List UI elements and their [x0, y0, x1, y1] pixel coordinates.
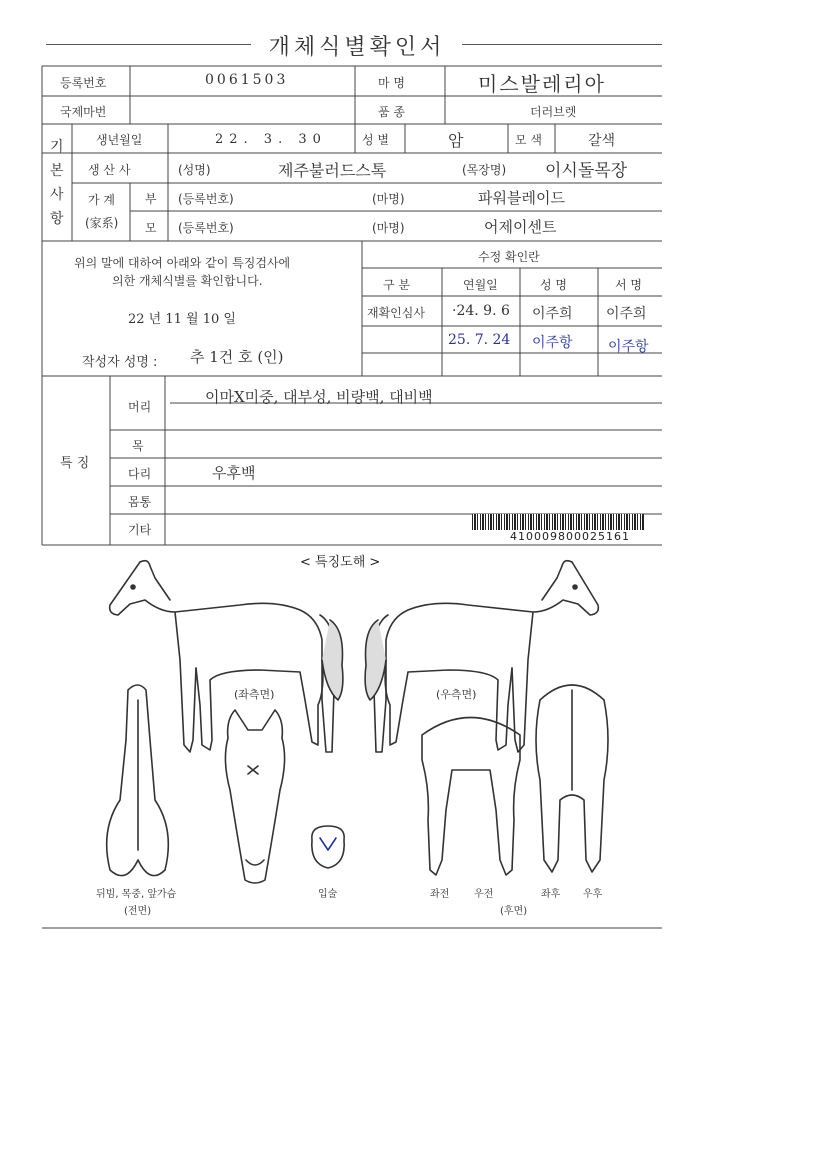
dam-label: 모 [145, 221, 157, 235]
lip-caption: 입술 [318, 889, 338, 900]
dam-reg-label: (등록번호) [178, 221, 234, 235]
revision-row1-date: ·24. 9. 6 [452, 303, 510, 319]
confirm-text-line1: 위의 말에 대하여 아래와 같이 특징검사에 [74, 256, 291, 270]
neck-label: 목 [132, 439, 144, 453]
revision-row2-name: 이주항 [532, 335, 573, 351]
author-value: 추 1건 호 (인) [190, 348, 284, 366]
right-side-caption: (우측면) [436, 688, 477, 701]
color-value: 갈색 [588, 133, 616, 149]
reg-no-label: 등록번호 [60, 76, 107, 90]
fore-left-caption: 좌전 [430, 889, 450, 900]
fore-right-caption: 우전 [474, 889, 494, 900]
sex-label: 성 별 [362, 133, 389, 147]
confirm-text-line2: 의한 개체식별를 확인합니다. [112, 274, 263, 288]
left-side-caption: (좌측면) [234, 688, 275, 701]
left-side-horse [110, 561, 343, 752]
farm-value: 이시돌목장 [545, 161, 628, 181]
author-label: 작성자 성명 : [82, 355, 158, 370]
farm-label: (목장명) [462, 163, 507, 177]
breeder-label: 생 산 사 [88, 163, 131, 177]
birth-label: 생년월일 [96, 133, 143, 147]
other-label: 기타 [128, 523, 152, 537]
revision-col-date: 연월일 [463, 278, 498, 292]
lip-view [312, 826, 344, 868]
revision-row1-type: 재확인심사 [367, 306, 425, 320]
sex-value: 암 [448, 131, 464, 150]
breed-label: 품 종 [378, 105, 405, 119]
front-caption: (전면) [124, 906, 152, 917]
horse-name-label: 마 명 [378, 76, 405, 90]
chest-front-view [107, 685, 169, 876]
revision-col-sign: 서 명 [615, 278, 642, 292]
front-parts-caption: 뒤빔, 목중, 앞가슴 [96, 889, 177, 900]
body-label: 몸통 [128, 495, 152, 509]
reg-no-value: 0061503 [205, 72, 289, 88]
head-front-view [225, 710, 284, 883]
confirm-date: 22 년 11 월 10 일 [128, 312, 236, 327]
document-title: 개체식별확인서 [268, 35, 446, 60]
head-label: 머리 [128, 400, 152, 414]
revision-row2-sign: 이주항 [608, 339, 649, 355]
revision-col-type: 구 분 [383, 278, 410, 292]
diagram-title: < 특징도해 > [300, 555, 381, 570]
rear-caption: (후면) [500, 906, 528, 917]
revision-col-name: 성 명 [540, 278, 567, 292]
right-side-horse [365, 561, 598, 752]
legs-label: 다리 [128, 467, 152, 481]
color-label: 모 색 [515, 133, 542, 147]
breed-value: 더러브렛 [530, 105, 577, 119]
hind-right-caption: 우후 [583, 889, 603, 900]
pedigree-hanja: (家系) [85, 216, 119, 230]
head-value: 이마X미중, 대부성, 비량백, 대비백 [205, 388, 433, 406]
dam-name-value: 어제이센트 [484, 218, 557, 236]
sire-reg-label: (등록번호) [178, 192, 234, 206]
legs-value: 우후백 [212, 464, 256, 482]
breeder-name-value: 제주불러드스톡 [278, 161, 387, 180]
birth-value: 22. 3. 30 [215, 132, 327, 147]
revision-title: 수정 확인란 [478, 250, 540, 264]
sire-label: 부 [145, 192, 157, 206]
intl-no-label: 국제마번 [60, 105, 107, 119]
dam-name-label: (마명) [372, 221, 405, 235]
revision-row1-name: 이주희 [532, 306, 573, 322]
sire-name-label: (마명) [372, 192, 405, 206]
pedigree-label: 가 계 [88, 193, 115, 207]
revision-row2-date: 25. 7. 24 [448, 332, 511, 348]
hind-left-caption: 좌후 [541, 889, 561, 900]
breeder-name-label: (성명) [178, 163, 211, 177]
horse-name-value: 미스발레리아 [478, 72, 606, 96]
sire-name-value: 파워블레이드 [478, 189, 565, 207]
revision-row1-sign: 이주희 [606, 306, 647, 322]
rear-view [422, 685, 608, 875]
barcode-number: 410009800025161 [510, 530, 630, 543]
basic-section-label: 기본사항 [50, 139, 64, 227]
features-section-label: 특 징 [60, 456, 90, 471]
